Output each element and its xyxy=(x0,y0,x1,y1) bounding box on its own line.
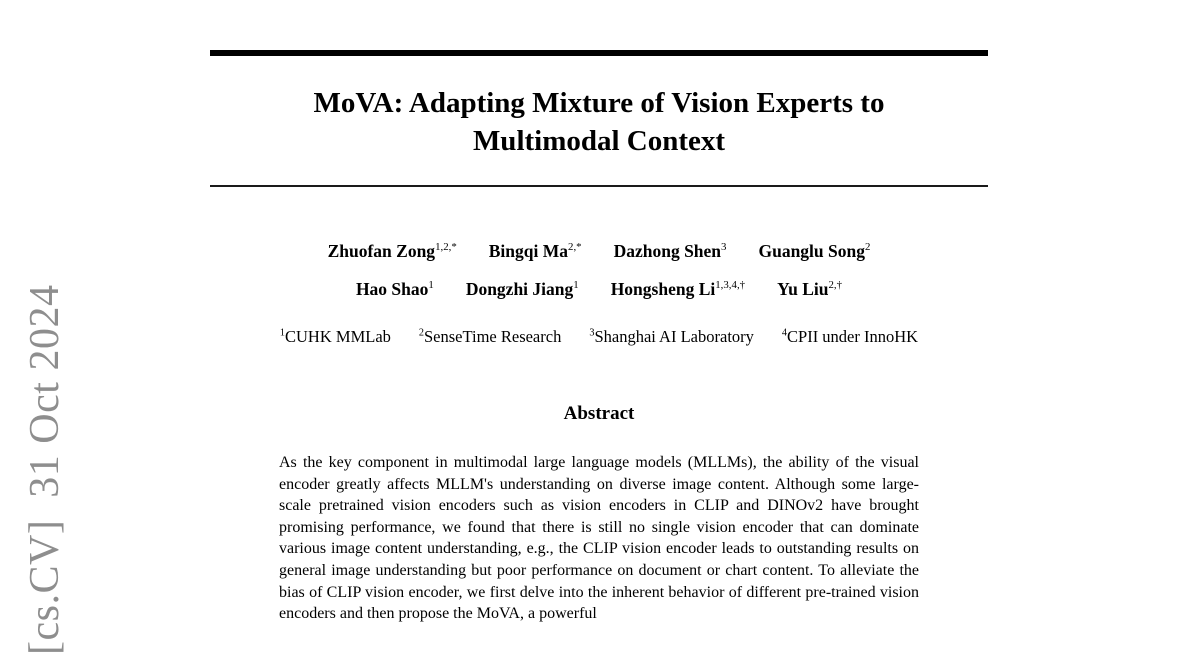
author-dongzhi-jiang xyxy=(466,278,579,300)
affiliation-mark: 3 xyxy=(589,327,595,339)
affiliation-mark: 1 xyxy=(279,327,286,339)
paper-title-line-1: MoVA: Adapting Mixture of Vision Experts to xyxy=(313,87,885,119)
author-hongsheng-li xyxy=(611,278,745,300)
author-name: Hongsheng Li xyxy=(610,279,716,299)
author-zhuofan-zong xyxy=(328,240,457,262)
authors-row-2 xyxy=(210,278,988,300)
author-affiliation-marks: 1,3,4,† xyxy=(715,279,746,292)
arxiv-category-date-watermark: [cs.CV] 31 Oct 2024 xyxy=(22,284,68,655)
author-yu-liu xyxy=(777,278,842,300)
author-dazhong-shen xyxy=(614,240,727,262)
author-affiliation-marks: 1 xyxy=(573,279,579,292)
author-name: Guanglu Song xyxy=(758,241,865,261)
author-guanglu-song xyxy=(758,240,870,262)
author-name: Dazhong Shen xyxy=(613,241,722,261)
affiliation-name: Shanghai AI Laboratory xyxy=(594,327,754,346)
affiliation-name: SenseTime Research xyxy=(424,327,562,346)
affiliation-name: CUHK MMLab xyxy=(285,327,391,346)
author-name: Zhuofan Zong xyxy=(327,241,436,261)
affiliation-mark: 4 xyxy=(781,327,788,339)
title-rule-top xyxy=(210,50,988,56)
author-affiliation-marks: 2,* xyxy=(568,241,582,254)
affiliation-cuhk-mmlab xyxy=(280,326,391,348)
affiliation-shanghai-ai-laboratory xyxy=(589,326,754,348)
author-affiliation-marks: 1,2,* xyxy=(435,241,457,254)
authors-row-1 xyxy=(210,240,988,262)
affiliation-mark: 2 xyxy=(418,327,424,339)
affiliation-sensetime-research xyxy=(419,326,561,348)
author-affiliation-marks: 3 xyxy=(721,241,727,254)
author-name: Dongzhi Jiang xyxy=(465,279,574,299)
paper-page xyxy=(210,0,988,648)
abstract-paragraph: As the key component in multimodal large language models (MLLMs), the ability of the visual encoder greatly affects MLLM's understanding on diverse image content. Although some large-scale pretrained vision encoders such as vision encoders in CLIP and DINOv2 have brought promising performance, we found that there is still no single vision encoder that can dominate various image content understanding, e.g., the CLIP vision encoder leads to outstanding results on general image understanding but poor performance on document or chart content. To alleviate the bias of CLIP vision encoder, we first delve into the inherent behavior of different pre-trained vision encoders and then propose the MoVA, a powerful xyxy=(279,454,919,623)
author-bingqi-ma xyxy=(489,240,582,262)
title-rule-bottom xyxy=(210,185,988,187)
author-name: Hao Shao xyxy=(355,279,429,299)
abstract-heading: Abstract xyxy=(563,403,635,424)
author-affiliation-marks: 2,† xyxy=(828,279,843,292)
affiliation-cpii-innohk xyxy=(782,326,918,348)
affiliation-name: CPII under InnoHK xyxy=(787,327,919,346)
author-hao-shao xyxy=(356,278,434,300)
author-affiliation-marks: 1 xyxy=(428,279,434,292)
author-name: Yu Liu xyxy=(777,279,829,299)
author-affiliation-marks: 2 xyxy=(864,241,871,254)
paper-title xyxy=(210,84,988,160)
paper-title-line-2: Multimodal Context xyxy=(472,125,726,157)
author-name: Bingqi Ma xyxy=(488,241,569,261)
affiliations-row xyxy=(210,326,988,348)
